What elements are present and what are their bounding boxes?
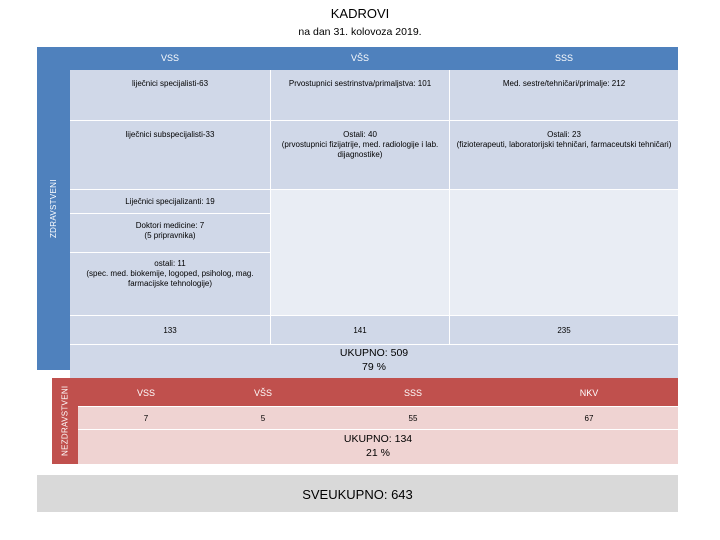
zdravstveni-row1 (70, 70, 678, 120)
row1-vsh: Prvostupnici sestrinstva/primaljstva: 101 (288, 79, 432, 88)
zdravstveni-side-label (37, 47, 70, 370)
nz-header-nkv: NKV (579, 388, 599, 398)
nz-value-nkv: 67 (584, 414, 594, 423)
nz-header-vss: VSS (136, 388, 155, 398)
header-vss: VSS (160, 53, 179, 63)
sveukupno-text: SVEUKUPNO: 643 (302, 487, 413, 502)
nz-header-sss: SSS (403, 388, 422, 398)
header-sss: SSS (554, 53, 573, 63)
nz-value-sss: 55 (408, 414, 418, 423)
row2-vss: liječnici subspecijalisti-33 (125, 130, 215, 139)
row4-vss: Doktori medicine: 7 (5 pripravnika) (135, 221, 205, 240)
empty-vsh-area (271, 190, 449, 315)
total-vss: 133 (163, 326, 177, 335)
total-vsh: 141 (353, 326, 367, 335)
row1-sss: Med. sestre/tehničari/primalje: 212 (502, 79, 626, 88)
zdravstveni-ukupno: UKUPNO: 509 (339, 347, 409, 359)
row5-vss: ostali: 11 (spec. med. biokemije, logoped, psiholog, mag. farmacijske tehnologije) (86, 259, 254, 288)
row2-vsh: Ostali: 40 (prvostupnici fizijatrije, med. radiologije i lab. dijagnostike) (281, 130, 439, 159)
nezdravstveni-percent: 21 % (366, 447, 390, 459)
nezdravstveni-label-text: NEZDRAVSTVENI (60, 385, 70, 457)
zdravstveni-percent: 79 % (362, 361, 386, 373)
header-vss2: VŠS (350, 53, 369, 63)
row3-vss: Liječnici specijalizanti: 19 (125, 197, 215, 206)
page-subtitle: na dan 31. kolovoza 2019. (298, 26, 422, 38)
nz-header-vsh: VŠS (253, 388, 272, 398)
nezdravstveni-side-label (52, 378, 78, 464)
total-sss: 235 (557, 326, 571, 335)
page-title: KADROVI (330, 6, 390, 21)
divider-2 (449, 70, 450, 344)
zdravstveni-label-text: ZDRAVSTVENI (49, 179, 58, 238)
row2-sss: Ostali: 23 (fizioterapeuti, laboratorijski tehničari, farmaceutski tehničari) (456, 130, 672, 149)
divider-1 (270, 70, 271, 344)
nezdravstveni-ukupno: UKUPNO: 134 (343, 433, 413, 445)
row1-vss: liječnici specijalisti-63 (131, 79, 209, 88)
nz-value-vsh: 5 (260, 414, 266, 423)
nz-value-vss: 7 (143, 414, 149, 423)
empty-sss-area (450, 190, 678, 315)
